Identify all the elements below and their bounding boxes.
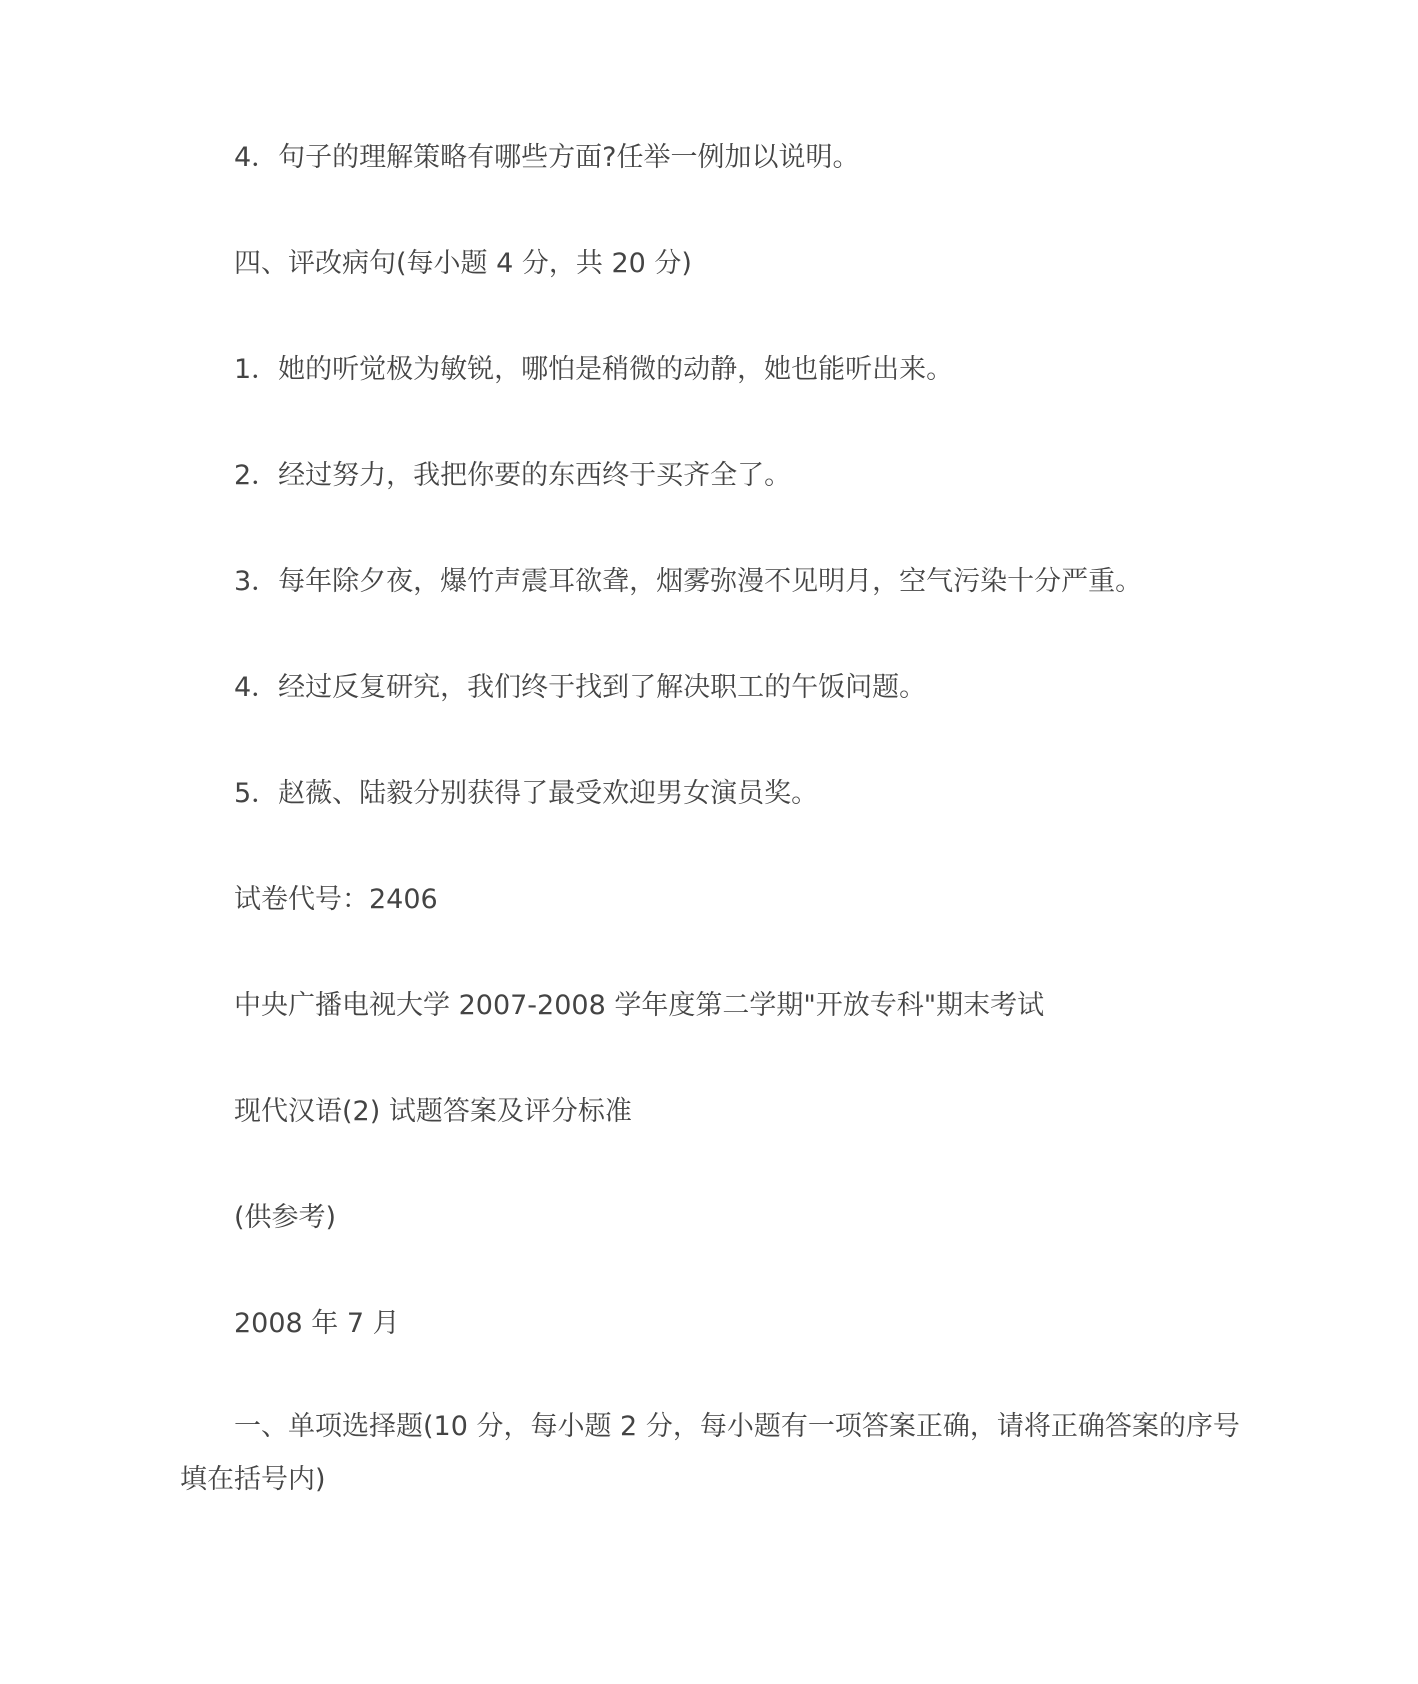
section-heading-4: 四、评改病句(每小题 4 分，共 20 分)	[234, 248, 692, 279]
exam-title: 中央广播电视大学 2007-2008 学年度第二学期"开放专科"期末考试	[234, 990, 1045, 1021]
sentence-item-2: 2．经过努力，我把你要的东西终于买齐全了。	[234, 460, 792, 491]
essay-question-4: 4．句子的理解策略有哪些方面?任举一例加以说明。	[234, 142, 860, 173]
section-heading-1: 一、单项选择题(10 分，每小题 2 分，每小题有一项答案正确，请将正确答案的序号填在括号内)	[180, 1411, 1240, 1495]
sentence-item-1: 1．她的听觉极为敏锐，哪怕是稍微的动静，她也能听出来。	[234, 354, 954, 385]
answer-key-title: 现代汉语(2) 试题答案及评分标准	[234, 1096, 632, 1127]
exam-date: 2008 年 7 月	[234, 1308, 400, 1339]
sentence-item-5: 5．赵薇、陆毅分别获得了最受欢迎男女演员奖。	[234, 778, 819, 809]
reference-note: (供参考)	[234, 1202, 337, 1233]
exam-code: 试卷代号：2406	[234, 884, 438, 915]
sentence-item-4: 4．经过反复研究，我们终于找到了解决职工的午饭问题。	[234, 672, 927, 703]
sentence-item-3: 3．每年除夕夜，爆竹声震耳欲聋，烟雾弥漫不见明月，空气污染十分严重。	[234, 566, 1143, 597]
